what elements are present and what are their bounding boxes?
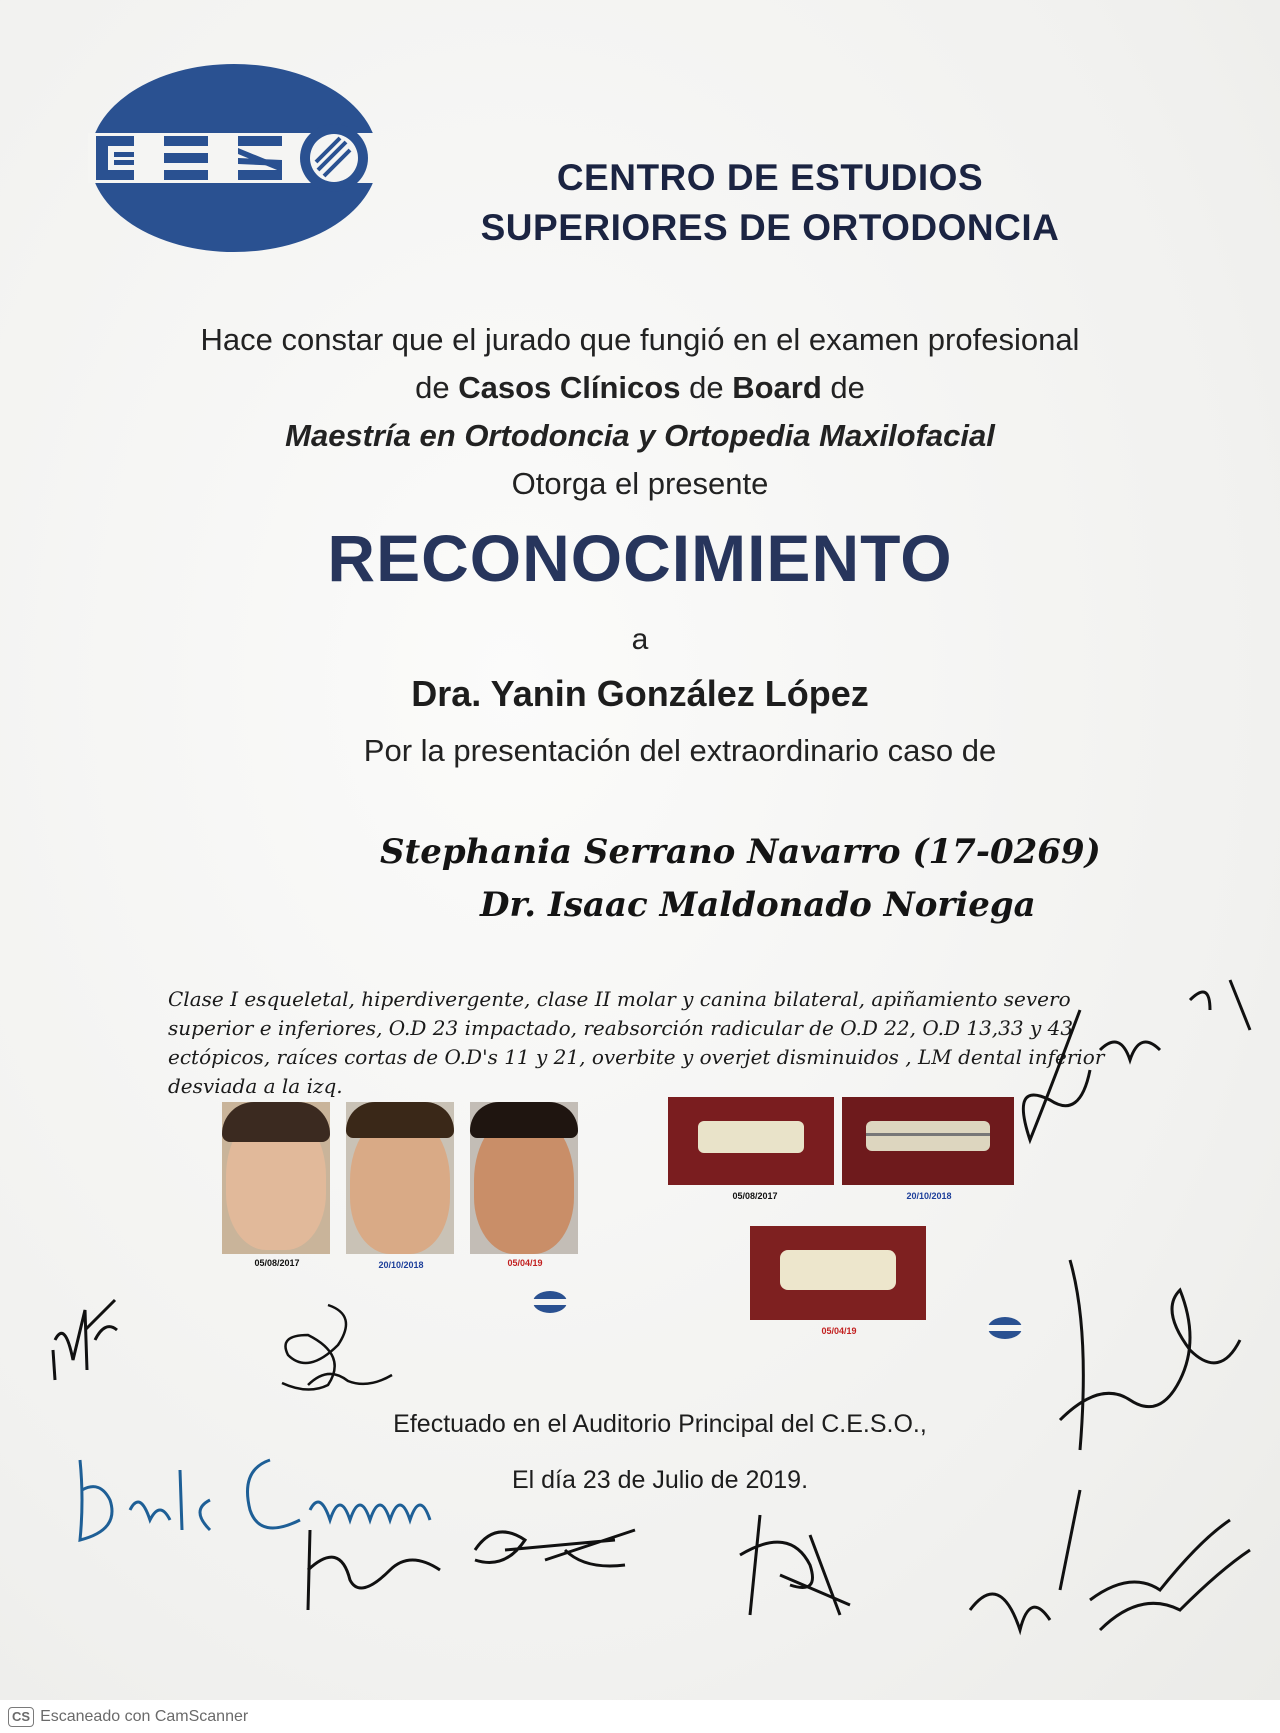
intro-line2	[0, 370, 1280, 406]
footer-location: Efectuado en el Auditorio Principal del C.E.S.O.,	[393, 1410, 927, 1438]
teeth-photo-2	[842, 1097, 1014, 1185]
ceso-logo	[88, 58, 380, 254]
certificate-title: RECONOCIMIENTO	[327, 521, 953, 595]
case-doctor: Dr. Isaac Maldonado Noriega	[480, 885, 1036, 925]
signature-8	[1050, 1230, 1250, 1470]
footer-date: El día 23 de Julio de 2019.	[511, 1466, 809, 1494]
ceso-small-logo-2	[987, 1316, 1023, 1340]
intro-line2-pre: de	[415, 370, 459, 405]
face-date-1: 05/08/2017	[254, 1258, 300, 1268]
intro-line2-mid: de	[680, 370, 733, 405]
case-intro: Por la presentación del extraordinario caso de	[363, 733, 997, 768]
teeth-photo-1	[668, 1097, 834, 1185]
teeth-date-2: 20/10/2018	[906, 1191, 952, 1201]
scanner-text: Escaneado con CamScanner	[40, 1708, 249, 1725]
program-name: Maestría en Ortodoncia y Ortopedia Maxilofacial	[285, 418, 995, 453]
teeth-photo-3	[750, 1226, 926, 1320]
institution-line2: SUPERIORES DE ORTODONCIA	[480, 207, 1060, 248]
signature-7	[1010, 970, 1270, 1160]
ceso-small-logo-1	[532, 1290, 568, 1314]
case-description: Clase I esqueletal, hiperdivergente, clase II molar y canina bilateral, apiñamiento severo superior e inferiores, O.D 23 impactado, reabsorción radicular de O.D 22, O.D 13,33 y 43 ectópicos, raíces cortas de O.D's 11 y 21, overbite y overjet disminuidos , LM dental inferior desviada a la izq.	[168, 987, 1105, 1098]
intro-line1: Hace constar que el jurado que fungió en el examen profesional	[200, 322, 1080, 357]
face-photo-2	[346, 1102, 454, 1254]
institution-name	[430, 153, 1110, 253]
face-photo-1	[222, 1102, 330, 1254]
signature-6	[730, 1505, 870, 1625]
teeth-date-3: 05/04/19	[821, 1326, 857, 1336]
case-patient: Stephania Serrano Navarro (17-0269)	[380, 832, 1101, 872]
recipient-prefix: a	[631, 623, 649, 656]
scanner-footer	[0, 1700, 1280, 1733]
intro-casos-clinicos: Casos Clínicos	[458, 370, 681, 405]
camscanner-icon: CS	[8, 1707, 34, 1727]
face-photo-3	[470, 1102, 578, 1254]
intro-board: Board	[732, 370, 822, 405]
intro-line4: Otorga el presente	[511, 466, 769, 501]
signature-4	[300, 1510, 450, 1620]
signature-2	[268, 1295, 398, 1405]
signature-5	[465, 1510, 645, 1590]
teeth-date-1: 05/08/2017	[732, 1191, 778, 1201]
institution-line1: CENTRO DE ESTUDIOS	[556, 157, 984, 198]
recipient-name: Dra. Yanin González López	[411, 673, 869, 714]
signature-1	[45, 1280, 125, 1390]
face-date-2: 20/10/2018	[378, 1260, 424, 1270]
intro-line2-post: de	[821, 370, 865, 405]
signature-9	[960, 1450, 1260, 1650]
face-date-3: 05/04/19	[507, 1258, 543, 1268]
